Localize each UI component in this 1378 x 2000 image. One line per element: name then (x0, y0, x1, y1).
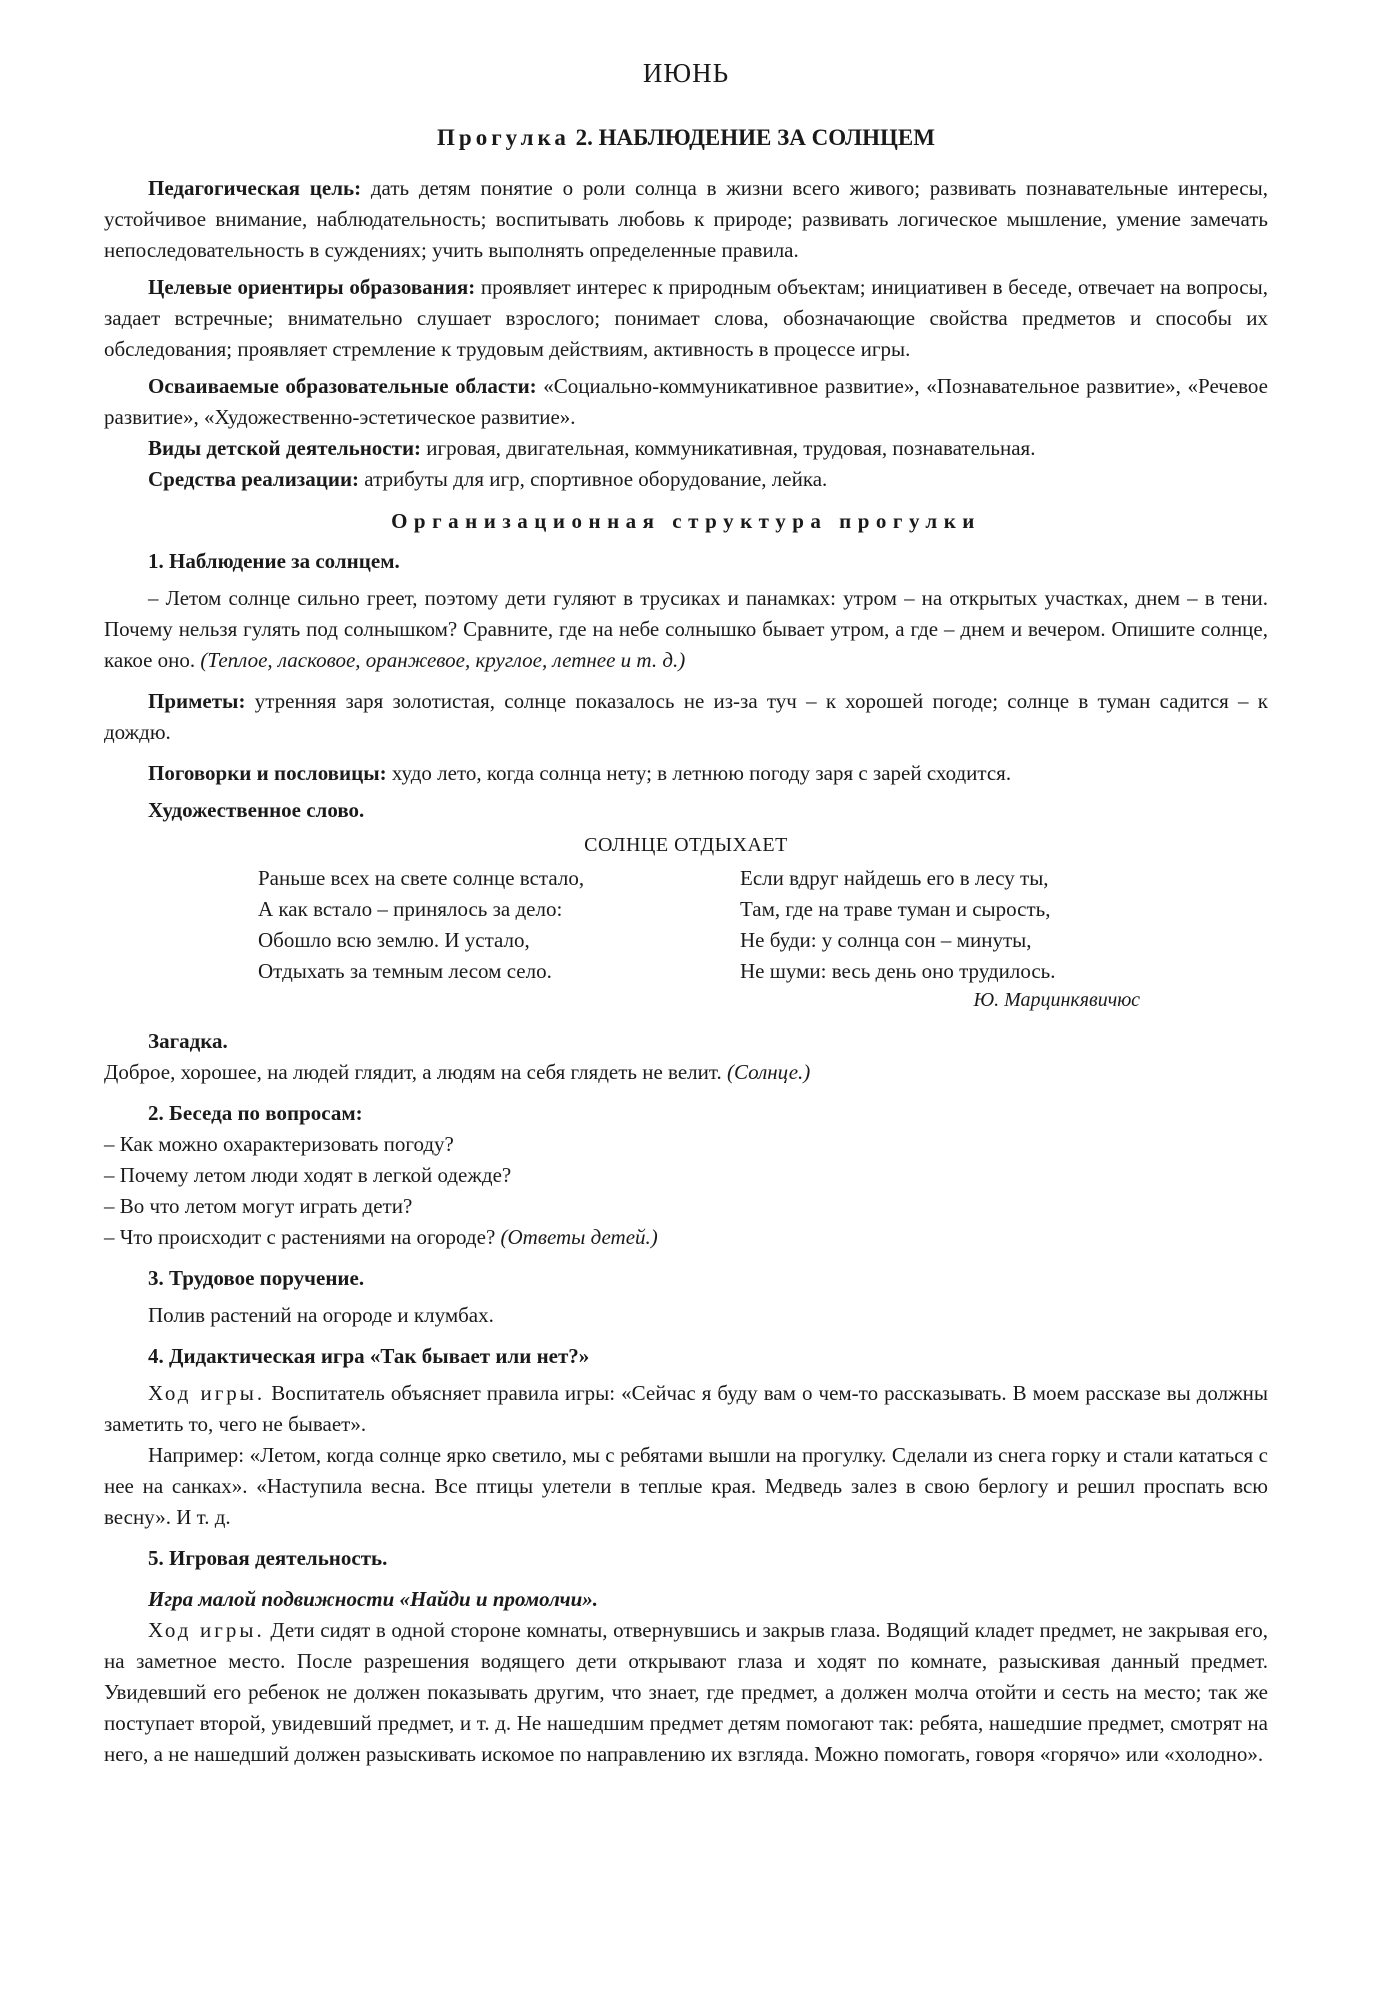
poem-line: Отдыхать за темным лесом село. (258, 959, 552, 983)
section4-move-text: Воспитатель объясняет правила игры: «Сейчас я буду вам о чем-то рассказывать. В моем рассказе вы должны заметить то, чего не бывает». (104, 1381, 1268, 1436)
kinds-label: Виды детской деятельности: (148, 436, 422, 460)
question-item (104, 1222, 1268, 1253)
section5-title (104, 1543, 1268, 1574)
section3-title (104, 1263, 1268, 1294)
section2-title (104, 1098, 1268, 1129)
poem-line: А как встало – принялось за дело: (258, 897, 563, 921)
art-word-label: Художественное слово. (148, 798, 365, 822)
targets-label: Целевые ориентиры образования: (148, 275, 476, 299)
section1-title-text: 1. Наблюдение за солнцем. (148, 549, 400, 573)
section4-title-text: 4. Дидактическая игра «Так бывает или нет?» (148, 1344, 590, 1368)
question-item: – Как можно охарактеризовать погоду? (104, 1132, 454, 1156)
game-title (104, 1584, 1268, 1615)
means-paragraph (104, 464, 1268, 495)
poem-line: Не буди: у солнца сон – минуты, (740, 928, 1032, 952)
poem-line: Раньше всех на свете солнце встало, (258, 866, 585, 890)
question-item: – Во что летом могут играть дети? (104, 1194, 413, 1218)
goal-text: дать детям понятие о роли солнца в жизни всего живого; развивать познавательные интересы, устойчивое внимание, наблюдательность; воспитывать любовь к природе; развивать логическое мышление, умение замечать непоследовательность в суждениях; учить выполнять определенные правила. (104, 176, 1268, 262)
areas-text: «Социально-коммуникативное развитие», «Познавательное развитие», «Речевое развитие», «Художественно-эстетическое развитие». (104, 374, 1268, 429)
section5-title-text: 5. Игровая деятельность. (148, 1546, 388, 1570)
game-title-text: Игра малой подвижности «Найди и промолчи». (148, 1587, 599, 1611)
sayings-text: худо лето, когда солнца нету; в летнюю погоду заря с зарей сходится. (391, 761, 1012, 785)
goal-label: Педагогическая цель: (148, 176, 362, 200)
structure-heading: Организационная структура прогулки (391, 509, 981, 533)
poem-author: Ю. Марцинкявичюс (973, 989, 1140, 1011)
goal-paragraph (104, 173, 1268, 266)
walk-number-title: 2. НАБЛЮДЕНИЕ ЗА СОЛНЦЕМ (575, 125, 935, 150)
signs-label: Приметы: (148, 689, 246, 713)
areas-label: Осваиваемые образовательные области: (148, 374, 537, 398)
poem-line: Не шуми: весь день оно трудилось. (740, 959, 1056, 983)
targets-text: проявляет интерес к природным объектам; инициативен в беседе, отвечает на вопросы, задает встречные; внимательно слушает взрослого; понимает слова, обозначающие свойства предметов и способы их обследования; проявляет стремление к трудовым действиям, активность в процессе игры. (104, 275, 1268, 361)
signs-paragraph (104, 686, 1268, 748)
section4-example: Например: «Летом, когда солнце ярко светило, мы с ребятами вышли на прогулку. Сделали из снега горку и стали кататься с нее на санках». «Наступила весна. Все птицы улетели в теплые края. Медведь залез в свою берлогу и решил проспать всю весну». И т. д. (104, 1443, 1268, 1529)
riddle-paragraph (104, 1057, 1268, 1088)
sayings-label: Поговорки и пословицы: (148, 761, 387, 785)
month-heading: ИЮНЬ (642, 58, 730, 88)
section2-title-text: 2. Беседа по вопросам: (148, 1101, 363, 1125)
poem-left-column (258, 863, 740, 987)
sayings-paragraph (104, 758, 1268, 789)
poem (258, 863, 1268, 987)
section4-move-label: Ход игры. (148, 1381, 266, 1405)
section4-title (104, 1341, 1268, 1372)
areas-paragraph (104, 371, 1268, 433)
art-word-heading (104, 795, 1268, 826)
section5-move-label: Ход игры. (148, 1618, 265, 1642)
walk-label: Прогулка (437, 125, 570, 150)
section1-paragraph (104, 583, 1268, 676)
question-answer: (Ответы детей.) (500, 1225, 658, 1249)
kinds-paragraph (104, 433, 1268, 464)
riddle-answer: (Солнце.) (726, 1060, 811, 1084)
targets-paragraph (104, 272, 1268, 365)
poem-right-column (740, 863, 1056, 987)
section5-move-paragraph (104, 1615, 1268, 1770)
section1-text: – Летом солнце сильно греет, поэтому дети гуляют в трусиках и панамках: утром – на открытых участках, днем – в тени. Почему нельзя гулять под солнышком? Сравните, где на небе солнышко бывает утром, а где – днем и вечером. Опишите солнце, какое оно. (104, 586, 1268, 672)
walk-title (104, 125, 1268, 151)
riddle-heading (104, 1026, 1268, 1057)
question-text: – Что происходит с растениями на огороде? (104, 1225, 496, 1249)
kinds-text: игровая, двигательная, коммуникативная, трудовая, познавательная. (426, 436, 1036, 460)
poem-title: СОЛНЦЕ ОТДЫХАЕТ (584, 834, 788, 856)
poem-line: Там, где на траве туман и сырость, (740, 897, 1051, 921)
means-label: Средства реализации: (148, 467, 360, 491)
means-text: атрибуты для игр, спортивное оборудование, лейка. (364, 467, 828, 491)
section1-answer: (Теплое, ласковое, оранжевое, круглое, летнее и т. д.) (200, 648, 686, 672)
question-item: – Почему летом люди ходят в легкой одежде? (104, 1163, 512, 1187)
section1-title (104, 546, 1268, 577)
signs-text: утренняя заря золотистая, солнце показалось не из-за туч – к хорошей погоде; солнце в туман садится – к дождю. (104, 689, 1268, 744)
section3-text: Полив растений на огороде и клумбах. (148, 1303, 494, 1327)
riddle-label: Загадка. (148, 1029, 228, 1053)
section3-title-text: 3. Трудовое поручение. (148, 1266, 365, 1290)
poem-line: Обошло всю землю. И устало, (258, 928, 530, 952)
question-list (104, 1129, 1268, 1253)
poem-line: Если вдруг найдешь его в лесу ты, (740, 866, 1049, 890)
section5-move-text: Дети сидят в одной стороне комнаты, отвернувшись и закрыв глаза. Водящий кладет предмет, не закрывая его, на заметное место. После разрешения водящего дети открывают глаза и ходят по комнате, разыскивая данный предмет. Увидевший его ребенок не должен показывать другим, что знает, где предмет, а должен молча отойти и сесть на место; так же поступает второй, увидевший предмет, и т. д. Не нашедшим предмет детям помогают так: ребята, нашедшие предмет, смотрят на него, а не нашедший должен разыскивать искомое по направлению их взгляда. Можно помогать, говоря «горячо» или «холодно». (104, 1618, 1268, 1766)
riddle-text: Доброе, хорошее, на людей глядит, а людям на себя глядеть не велит. (104, 1060, 722, 1084)
section4-move-paragraph (104, 1378, 1268, 1440)
